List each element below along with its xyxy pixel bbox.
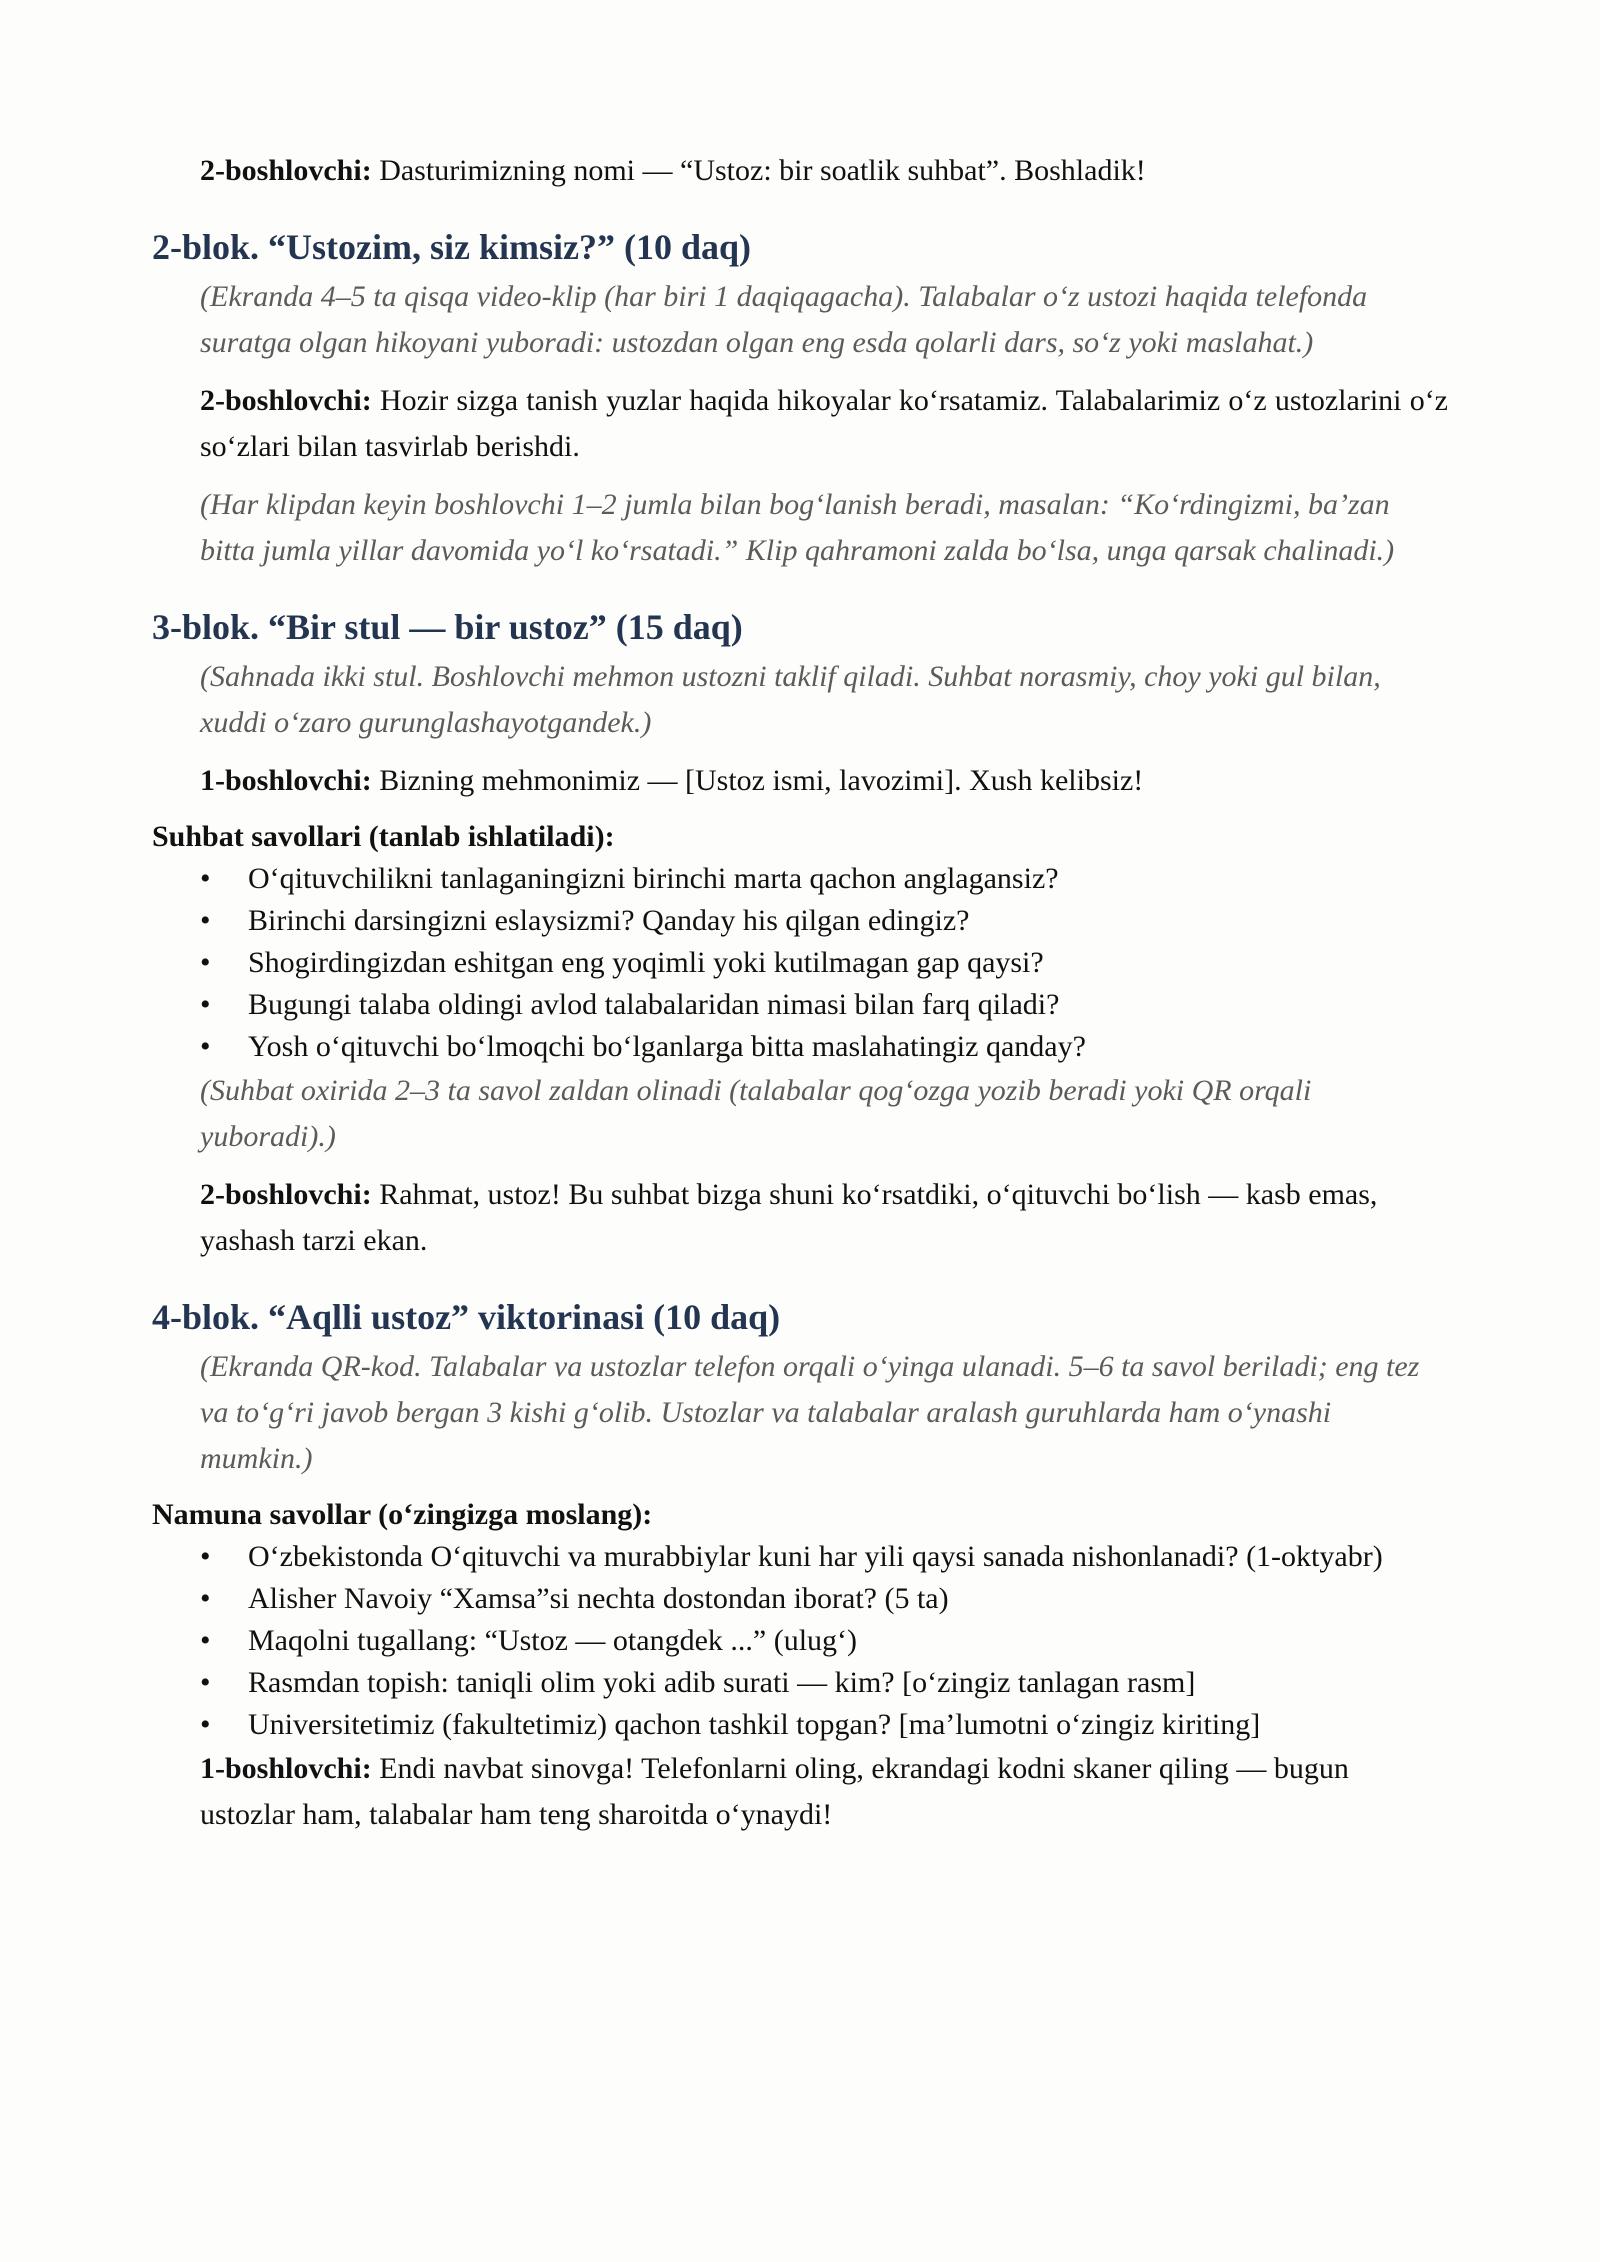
bullet-icon: • bbox=[200, 862, 211, 895]
bullet-icon: • bbox=[200, 1582, 211, 1615]
speaker-label: 1-boshlovchi: bbox=[200, 1752, 372, 1785]
list-item: • Maqolni tugallang: “Ustoz — otangdek ...” (ulug‘) bbox=[152, 1620, 1448, 1662]
bullet-icon: • bbox=[200, 1624, 211, 1657]
stage-direction: (Har klipdan keyin boshlovchi 1–2 jumla bilan bog‘lanish beradi, masalan: “Ko‘rdingizmi, ba’zan bitta jumla yillar davomida yo‘l ko‘rsatadi.” Klip qahramoni zalda bo‘lsa, unga qarsak chalinadi.) bbox=[200, 488, 1395, 567]
list-item: • Universitetimiz (fakultetimiz) qachon tashkil topgan? [ma’lumotni o‘zingiz kiriting] bbox=[152, 1704, 1448, 1746]
bullet-icon: • bbox=[200, 904, 211, 937]
list-item: • Birinchi darsingizni eslaysizmi? Qanday his qilgan edingiz? bbox=[152, 900, 1448, 942]
bullet-icon: • bbox=[200, 1666, 211, 1699]
block2-heading: 2-blok. “Ustozim, siz kimsiz?” (10 daq) bbox=[152, 227, 752, 267]
stage-direction: (Ekranda QR-kod. Talabalar va ustozlar telefon orqali o‘yinga ulanadi. 5–6 ta savol beriladi; eng tez va to‘g‘ri javob bergan 3 kishi g‘olib. Ustozlar va talabalar aralash guruhlarda ham o‘ynashi mumkin.) bbox=[200, 1350, 1420, 1475]
intro-paragraph bbox=[152, 148, 1448, 194]
interview-questions-list bbox=[152, 858, 1448, 1068]
questions-label: Namuna savollar (o‘zingizga moslang): bbox=[152, 1498, 653, 1531]
bullet-icon: • bbox=[200, 946, 211, 979]
bullet-icon: • bbox=[200, 988, 211, 1021]
block3-speech-1 bbox=[152, 758, 1448, 804]
block4-heading: 4-blok. “Aqlli ustoz” viktorinasi (10 daq) bbox=[152, 1297, 781, 1337]
questions-label: Suhbat savollari (tanlab ishlatiladi): bbox=[152, 820, 615, 853]
speaker-label: 2-boshlovchi: bbox=[200, 154, 372, 187]
block2-speech bbox=[152, 378, 1448, 470]
block4-speech bbox=[152, 1746, 1448, 1838]
speech-text: Bizning mehmonimiz — [Ustoz ismi, lavozimi]. Xush kelibsiz! bbox=[371, 764, 1144, 797]
list-item: • Rasmdan topish: taniqli olim yoki adib surati — kim? [o‘zingiz tanlagan rasm] bbox=[152, 1662, 1448, 1704]
stage-direction: (Suhbat oxirida 2–3 ta savol zaldan olinadi (talabalar qog‘ozga yozib beradi yoki QR orqali yuboradi).) bbox=[200, 1074, 1312, 1153]
speaker-label: 2-boshlovchi: bbox=[200, 1178, 372, 1211]
bullet-icon: • bbox=[200, 1708, 211, 1741]
bullet-icon: • bbox=[200, 1540, 211, 1573]
stage-direction: (Sahnada ikki stul. Boshlovchi mehmon ustozni taklif qiladi. Suhbat norasmiy, choy yoki gul bilan, xuddi o‘zaro gurunglashayotgandek.) bbox=[200, 660, 1381, 739]
list-item: • Bugungi talaba oldingi avlod talabalaridan nimasi bilan farq qiladi? bbox=[152, 984, 1448, 1026]
block3-heading: 3-blok. “Bir stul — bir ustoz” (15 daq) bbox=[152, 607, 743, 647]
list-item: • O‘zbekistonda O‘qituvchi va murabbiylar kuni har yili qaysi sanada nishonlanadi? (1-oktyabr) bbox=[152, 1536, 1448, 1578]
list-item: • Yosh o‘qituvchi bo‘lmoqchi bo‘lganlarga bitta maslahatingiz qanday? bbox=[152, 1026, 1448, 1068]
document-content bbox=[152, 148, 1448, 1838]
list-item: • O‘qituvchilikni tanlaganingizni birinchi marta qachon anglagansiz? bbox=[152, 858, 1448, 900]
speaker-label: 2-boshlovchi: bbox=[200, 384, 372, 417]
list-item: • Alisher Navoiy “Xamsa”si nechta dostondan iborat? (5 ta) bbox=[152, 1578, 1448, 1620]
block3-speech-2 bbox=[152, 1172, 1448, 1264]
quiz-questions-list bbox=[152, 1536, 1448, 1746]
list-item: • Shogirdingizdan eshitgan eng yoqimli yoki kutilmagan gap qaysi? bbox=[152, 942, 1448, 984]
bullet-icon: • bbox=[200, 1030, 211, 1063]
speech-text: Endi navbat sinovga! Telefonlarni oling, ekrandagi kodni skaner qiling — bugun ustozlar ham, talabalar ham teng sharoitda o‘ynaydi! bbox=[200, 1752, 1349, 1831]
speaker-label: 1-boshlovchi: bbox=[200, 764, 372, 797]
speech-text: Hozir sizga tanish yuzlar haqida hikoyalar ko‘rsatamiz. Talabalarimiz o‘z ustozlarini o‘z so‘zlari bilan tasvirlab berishdi. bbox=[200, 384, 1448, 463]
speech-text: Dasturimizning nomi — “Ustoz: bir soatlik suhbat”. Boshladik! bbox=[371, 154, 1146, 187]
speech-text: Rahmat, ustoz! Bu suhbat bizga shuni ko‘rsatdiki, o‘qituvchi bo‘lish — kasb emas, yashash tarzi ekan. bbox=[200, 1178, 1378, 1257]
stage-direction: (Ekranda 4–5 ta qisqa video-klip (har biri 1 daqiqagacha). Talabalar o‘z ustozi haqida telefonda suratga olgan hikoyani yuboradi: ustozdan olgan eng esda qolarli dars, so‘z yoki maslahat.) bbox=[200, 280, 1368, 359]
